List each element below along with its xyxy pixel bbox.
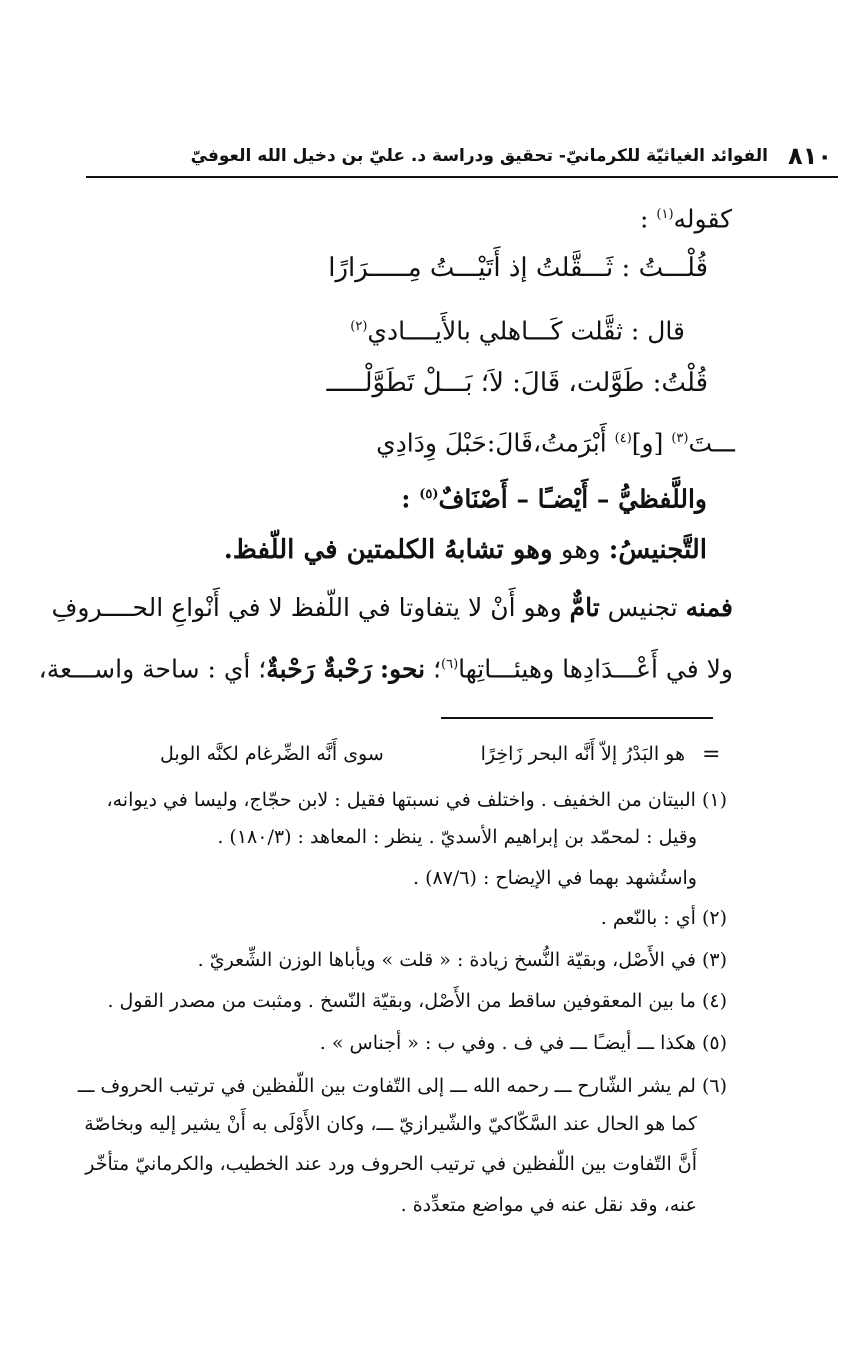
para2-nahw: نحو: [379, 654, 426, 684]
footnote-ref-3: (٣) [671, 431, 689, 446]
footnote-ref-4: (٤) [614, 431, 632, 446]
running-title: الفوائد الغياثيّة للكرمانيّ- تحقيق ودراسة د. عليّ بن دخيل الله العوفيّ [190, 146, 768, 166]
para2-start: ولا في أَعْـــدَادِها وهيئـــاتِها [458, 654, 733, 684]
bracket-insert: [و] [631, 428, 664, 458]
para1-word: تجنيس [607, 593, 678, 622]
section-heading-text: واللَّفظيُّ – أَيْضـًا – أَصْنَافٌ [438, 484, 707, 514]
section-heading-lafzi [401, 478, 707, 516]
poem-line-4-end: أَبْرَمتُ،قَالَ:حَبْلَ وِدَادِي [376, 428, 607, 458]
footnote-6-line-4: عنه، وقد نقل عنه في مواضع متعدِّدة . [400, 1194, 697, 1216]
poem-line-3: قُلْتُ: طَوَّلت، قَالَ: لاَ؛ بَـــلْ تَطَوَّلْـــــ [326, 368, 708, 398]
running-header [86, 140, 838, 178]
para1-bold: تامٌّ [569, 593, 600, 622]
poem-line-4-start: ـــتَ [688, 428, 735, 458]
footnote-5: (٥) هكذا ـــ أيضـًا ـــ في ف . وفي ب : « أجناس » . [319, 1032, 727, 1054]
poem-line-2 [350, 310, 685, 348]
page-number: ٨١٠ [788, 142, 832, 170]
footnote-2: (٢) أي : بالنّعم . [600, 907, 727, 929]
paragraph-line-2 [38, 648, 733, 686]
footnote-separator [441, 717, 713, 719]
poem-line-4 [376, 422, 735, 460]
intro-line [640, 198, 732, 236]
para2-end: ؛ أي : ساحة واســـعة، [38, 654, 267, 684]
para1-rest: وهو أَنْ لا يتفاوتا في اللّفظ لا في أَنْواعِ الحــــروفِ [51, 593, 562, 622]
para2-semicolon: ؛ [433, 654, 442, 684]
poem-line-2-text: قال : ثقَّلت كَـــاهلي بالأَيــــادي [367, 316, 685, 346]
footnote-6-line-2: كما هو الحال عند السَّكّاكيّ والشّيرازيّ ـــ، وكان الأَوْلَى به أَنْ يشير إليه وبخاصّة [84, 1113, 697, 1135]
footnote-1-line-3: واستُشهد بهما في الإيضاح : (٨٧/٦) . [412, 867, 697, 889]
footnote-ref-2: (٢) [350, 319, 368, 334]
definition-term: التَّجنيسُ: [608, 535, 707, 565]
footnote-6-line-1: (٦) لم يشر الشّارح ـــ رحمه الله ـــ إلى التّفاوت بين اللّفظين في ترتيب الحروف ـــ [77, 1075, 727, 1097]
continuation-symbol: = [702, 742, 721, 767]
footnote-verse-left: سوى أَنَّه الضِّرغام لكنَّه الوبل [160, 743, 384, 765]
definition-line [224, 533, 707, 567]
section-heading-colon: : [401, 484, 411, 514]
footnote-3: (٣) في الأَصْل، وبقيّة النُّسخ زيادة : « قلت » ويأباها الوزن الشِّعريّ . [197, 949, 727, 971]
para1-lead: فمنه [685, 593, 733, 622]
footnote-6-line-3: أَنَّ التّفاوت بين اللّفظين في ترتيب الحروف ورد عند الخطيب، والكرمانيّ متأخّر [85, 1153, 697, 1175]
definition-text-a: وهو [560, 535, 601, 565]
intro-text: كقوله [673, 204, 732, 234]
footnote-4: (٤) ما بين المعقوفين ساقط من الأَصْل، وبقيّة النّسخ . ومثبت من مصدر القول . [107, 990, 727, 1012]
definition-text: وهو تشابهُ الكلمتين في اللّفظ. [223, 535, 553, 565]
para2-example: رَحْبةٌ رَحْبةٌ [266, 654, 372, 684]
footnote-verse-right: هو البَدْرُ إلاّ أَنَّه البحر زَاخِرًا [480, 743, 685, 765]
footnote-ref-5: (٥) [419, 487, 439, 502]
footnote-1-line-2: وقيل : لمحمّد بن إبراهيم الأسديّ . ينظر : المعاهد : (١٨٠/٣) . [217, 826, 697, 848]
paragraph-line-1 [51, 591, 733, 625]
intro-colon: : [639, 204, 649, 234]
footnote-ref-6: (٦) [441, 657, 459, 672]
footnote-ref-1: (١) [656, 207, 674, 222]
poem-line-1: قُلْـــتُ : ثَـــقَّلتُ إذ أَتَيْـــتُ مِـــــرَارًا [328, 253, 708, 283]
footnote-1-line-1: (١) البيتان من الخفيف . واختلف في نسبتها فقيل : لابن حجّاج، وليسا في ديوانه، [106, 789, 727, 811]
